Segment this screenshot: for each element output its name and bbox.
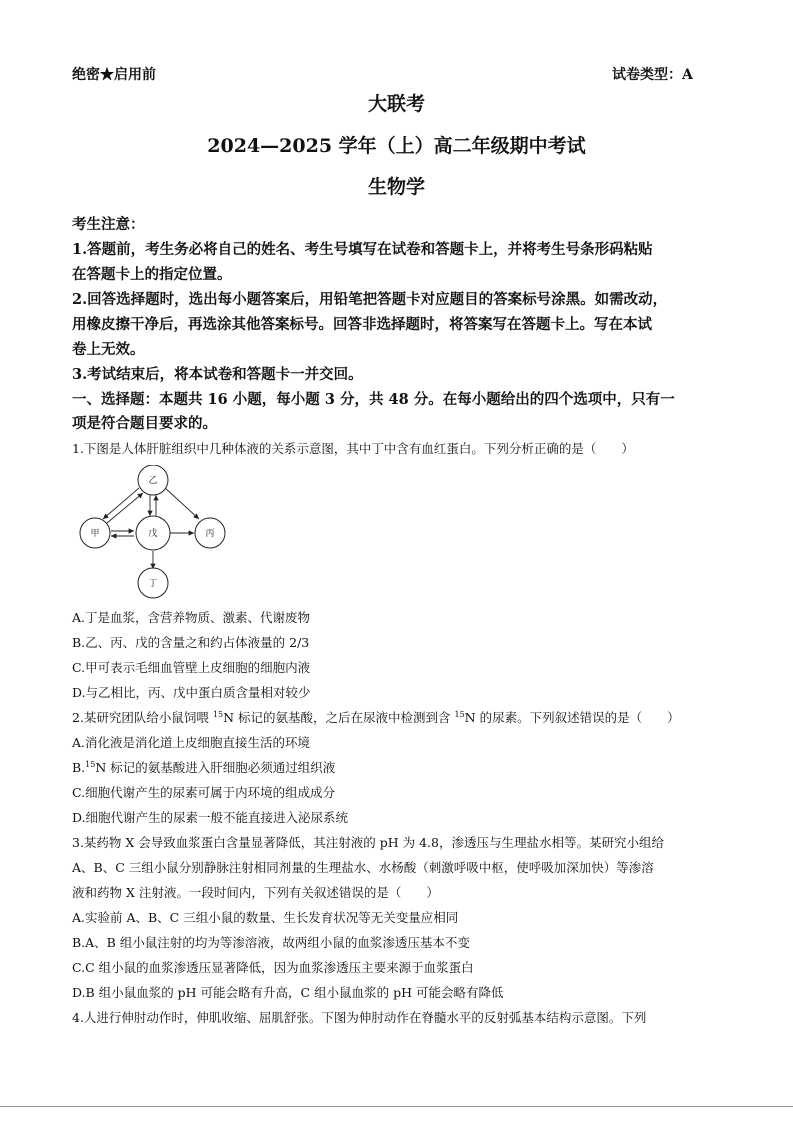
question-1-option-b: B.乙、丙、戊的含量之和约占体液量的 2/3 bbox=[72, 635, 310, 650]
superscript-15: 15 bbox=[85, 760, 96, 769]
question-1-option-c: C.甲可表示毛细血管壁上皮细胞的细胞内液 bbox=[72, 660, 311, 675]
question-1-stem: 1.下图是人体肝脏组织中几种体液的关系示意图，其中丁中含有血红蛋白。下列分析正确的是（ ） bbox=[72, 441, 634, 456]
question-2-option-d: D.细胞代谢产生的尿素一般不能直接进入泌尿系统 bbox=[72, 810, 349, 825]
q2-stem-part: N 标记的氨基酸，之后在尿液中检测到含 bbox=[223, 710, 455, 725]
org-title: 大联考 bbox=[367, 93, 425, 115]
arrow-jia-to-yi bbox=[107, 493, 143, 523]
question-3-stem: 液和药物 X 注射液。一段时间内，下列有关叙述错误的是（ ） bbox=[72, 885, 439, 900]
notice-line: 3.考试结束后，将本试卷和答题卡一并交回。 bbox=[72, 366, 363, 383]
question-2-option-c: C.细胞代谢产生的尿素可属于内环境的组成成分 bbox=[72, 785, 336, 800]
notice-line: 用橡皮擦干净后，再选涂其他答案标号。回答非选择题时，将答案写在答题卡上。写在本试 bbox=[72, 316, 652, 333]
question-2-option-a: A.消化液是消化道上皮细胞直接生活的环境 bbox=[72, 735, 311, 750]
q2-stem-part: N 的尿素。下列叙述错误的是（ ） bbox=[464, 710, 680, 725]
arrow-yi-to-jia bbox=[103, 488, 139, 519]
notice-line: 1.答题前，考生务必将自己的姓名、考生号填写在试卷和答题卡上，并将考生号条形码粘贴 bbox=[72, 241, 653, 258]
question-2-stem bbox=[72, 708, 680, 726]
label-wu: 戊 bbox=[148, 529, 158, 539]
notice-line: 卷上无效。 bbox=[72, 341, 145, 358]
superscript-15: 15 bbox=[212, 710, 224, 719]
arrow-yi-to-bing bbox=[164, 487, 199, 519]
notice-line: 2.回答选择题时，选出每小题答案后，用铅笔把答题卡对应题目的答案标号涂黑。如需改动， bbox=[72, 291, 668, 308]
option-letter: B. bbox=[72, 760, 86, 775]
superscript-15: 15 bbox=[454, 710, 465, 719]
question-3-option-a: A.实验前 A、B、C 三组小鼠的数量、生长发育状况等无关变量应相同 bbox=[72, 910, 459, 925]
notice-line: 在答题卡上的指定位置。 bbox=[72, 266, 232, 283]
question-1-option-a: A.丁是血浆，含营养物质、激素、代谢废物 bbox=[72, 610, 311, 625]
q2-stem-part: 2.某研究团队给小鼠饲喂 bbox=[72, 710, 213, 725]
label-ding: 丁 bbox=[148, 579, 158, 589]
question-3-option-d: D.B 组小鼠血浆的 pH 可能会略有升高，C 组小鼠血浆的 pH 可能会略有降低 bbox=[72, 985, 504, 1000]
subject-title: 生物学 bbox=[367, 176, 425, 198]
label-yi: 乙 bbox=[148, 476, 158, 486]
body-fluid-diagram bbox=[74, 465, 234, 600]
question-3-stem: 3.某药物 X 会导致血浆蛋白含量显著降低，其注射液的 pH 为 4.8，渗透压与生理盐水相等。某研究小组给 bbox=[72, 835, 664, 850]
label-jia: 甲 bbox=[90, 529, 100, 539]
confidential-label: 绝密★启用前 bbox=[72, 67, 156, 83]
question-2-option-b bbox=[72, 758, 335, 776]
exam-title: 2024—2025 学年（上）高二年级期中考试 bbox=[207, 135, 586, 157]
question-1-option-d: D.与乙相比，丙、戊中蛋白质含量相对较少 bbox=[72, 685, 311, 700]
notice-heading: 考生注意： bbox=[72, 216, 145, 233]
question-3-option-b: B.A、B 组小鼠注射的均为等渗溶液，故两组小鼠的血浆渗透压基本不变 bbox=[72, 935, 470, 950]
section-heading: 一、选择题：本题共 16 小题，每小题 3 分，共 48 分。在每小题给出的四个选项中，只有一 bbox=[72, 391, 675, 408]
question-3-option-c: C.C 组小鼠的血浆渗透压显著降低，因为血浆渗透压主要来源于血浆蛋白 bbox=[72, 960, 474, 975]
question-3-stem: A、B、C 三组小鼠分别静脉注射相同剂量的生理盐水、水杨酸（刺激呼吸中枢，使呼吸加深加快）等渗溶 bbox=[72, 860, 654, 875]
option-text: N 标记的氨基酸进入肝细胞必须通过组织液 bbox=[95, 760, 336, 775]
question-4-stem: 4.人进行伸肘动作时，伸肌收缩、屈肌舒张。下图为伸肘动作在脊髓水平的反射弧基本结构示意图。下列 bbox=[72, 1010, 647, 1025]
section-heading: 项是符合题目要求的。 bbox=[72, 415, 217, 432]
page-bottom-rule bbox=[0, 1106, 793, 1107]
paper-type-label: 试卷类型：A bbox=[612, 67, 693, 83]
label-bing: 丙 bbox=[205, 529, 215, 539]
